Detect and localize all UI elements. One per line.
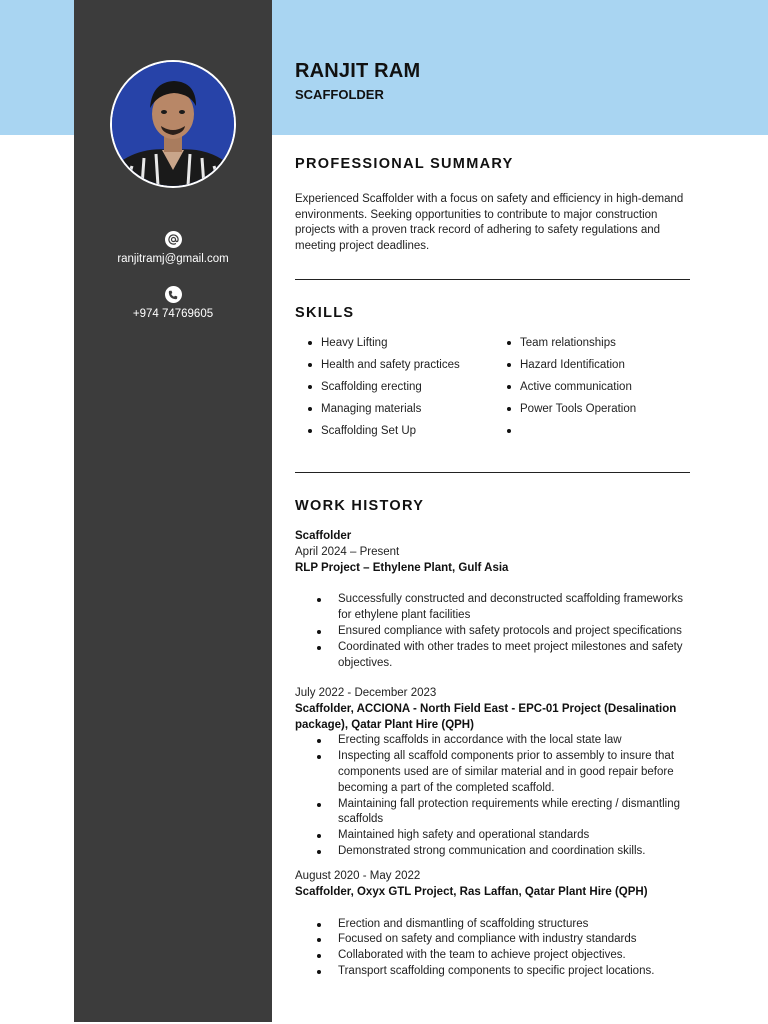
job-bullet: Coordinated with other trades to meet project milestones and safety objectives.: [295, 640, 695, 672]
job-dates: July 2022 - December 2023: [295, 687, 437, 699]
job-bullets: [295, 733, 695, 859]
job-bullet: Maintained high safety and operational standards: [295, 828, 695, 844]
job-dates: August 2020 - May 2022: [295, 870, 421, 882]
job-bullet: Inspecting all scaffold components prior to assembly to insure that components used are of similar material and in good repair before becoming a part of the completed scaffold.: [295, 749, 695, 796]
job-bullet: Demonstrated strong communication and coordination skills.: [295, 844, 695, 860]
job-bullet: Focused on safety and compliance with industry standards: [295, 932, 695, 948]
at-icon: [165, 231, 182, 248]
skills-list-left: [305, 335, 460, 445]
divider-skills: [295, 472, 690, 473]
work-heading: WORK HISTORY: [295, 498, 425, 514]
skills-list-right: [504, 335, 636, 445]
job-company: Scaffolder, Oxyx GTL Project, Ras Laffan, Qatar Plant Hire (QPH): [295, 885, 648, 898]
summary-text: Experienced Scaffolder with a focus on safety and efficiency in high-demand environments. Seeking opportunities to contribute to major construction projects with a proven track record of adhering to safety regulations and meeting project deadlines.: [295, 193, 684, 252]
job-entry-2: [295, 686, 695, 860]
job-bullet: Successfully constructed and deconstructed scaffolding frameworks for ethylene plant facilities: [295, 592, 695, 624]
job-bullet: Ensured compliance with safety protocols and project specifications: [295, 624, 695, 640]
skill-item: [504, 423, 636, 445]
skill-item: Heavy Lifting: [305, 335, 460, 357]
job-company: Scaffolder, ACCIONA - North Field East - EPC-01 Project (Desalination package), Qatar Plant Hire (QPH): [295, 702, 677, 731]
job-bullet: Erection and dismantling of scaffolding structures: [295, 917, 695, 933]
skill-item: Hazard Identification: [504, 357, 636, 379]
job-entry-3: [295, 869, 695, 980]
skill-item: Scaffolding erecting: [305, 379, 460, 401]
job-role: Scaffolder: [295, 530, 352, 542]
job-dates: April 2024 – Present: [295, 545, 400, 558]
skill-item: Active communication: [504, 379, 636, 401]
job-entry-1: [295, 529, 695, 671]
job-bullet: Erecting scaffolds in accordance with the local state law: [295, 733, 695, 749]
phone-text[interactable]: +974 74769605: [132, 308, 214, 320]
skill-item: Power Tools Operation: [504, 401, 636, 423]
phone-icon: [165, 286, 182, 303]
skill-item: Scaffolding Set Up: [305, 423, 460, 445]
job-company: RLP Project – Ethylene Plant, Gulf Asia: [295, 561, 509, 574]
profile-photo: [110, 60, 236, 188]
job-bullet: Maintaining fall protection requirements while erecting / dismantling scaffolds: [295, 797, 695, 829]
summary-heading: PROFESSIONAL SUMMARY: [295, 156, 514, 172]
candidate-title: SCAFFOLDER: [295, 87, 384, 102]
name-block: [295, 60, 420, 102]
skill-item: Managing materials: [305, 401, 460, 423]
job-bullet: Collaborated with the team to achieve project objectives.: [295, 948, 695, 964]
skills-heading: SKILLS: [295, 305, 355, 321]
job-bullets: [295, 917, 695, 980]
job-bullet: Transport scaffolding components to specific project locations.: [295, 964, 695, 980]
skill-item: Health and safety practices: [305, 357, 460, 379]
skill-item: Team relationships: [504, 335, 636, 357]
candidate-name: RANJIT RAM: [295, 60, 421, 82]
sidebar: [74, 0, 272, 1022]
contact-email: [74, 231, 272, 265]
job-bullets: [295, 592, 695, 671]
contact-phone: [74, 286, 272, 320]
email-text[interactable]: ranjitramj@gmail.com: [117, 253, 229, 265]
divider-summary: [295, 279, 690, 280]
